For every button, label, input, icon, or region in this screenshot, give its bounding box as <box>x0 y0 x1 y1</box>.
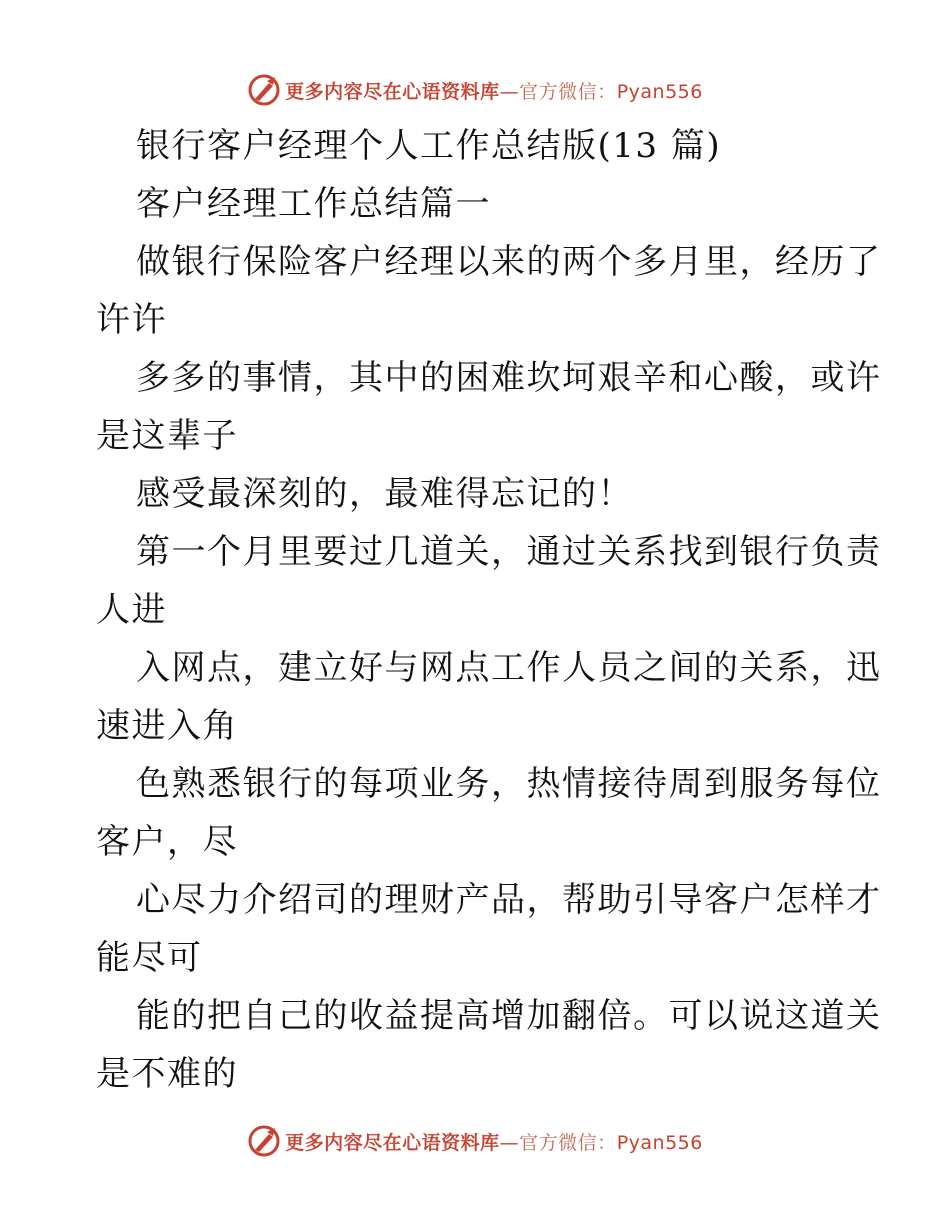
watermark-wechat-id: Pyan556 <box>616 1131 703 1154</box>
paragraph-line: 能的把自己的收益提高增加翻倍。可以说这道关 <box>136 996 882 1036</box>
paragraph-line: 能尽可 <box>96 938 203 978</box>
paragraph-line: 客户，尽 <box>96 822 238 862</box>
paragraph-line: 心尽力介绍司的理财产品，帮助引导客户怎样才 <box>136 880 882 920</box>
paragraph-line: 色熟悉银行的每项业务，热情接待周到服务每位 <box>136 764 882 804</box>
paragraph-line: 感受最深刻的，最难得忘记的！ <box>136 474 633 514</box>
watermark-dash: — <box>499 80 520 103</box>
watermark-wechat-id: Pyan556 <box>616 80 703 103</box>
watermark-wechat-label: 官方微信： <box>519 80 617 103</box>
paragraph-line: 是这辈子 <box>96 416 238 456</box>
paragraph-line: 速进入角 <box>96 706 238 746</box>
paragraph-line: 第一个月里要过几道关，通过关系找到银行负责 <box>136 532 882 572</box>
paragraph-line: 许许 <box>96 300 167 340</box>
section-heading: 客户经理工作总结篇一 <box>136 184 491 224</box>
paragraph-line: 入网点，建立好与网点工作人员之间的关系，迅 <box>136 648 882 688</box>
paragraph-line: 做银行保险客户经理以来的两个多月里，经历了 <box>136 242 882 282</box>
paragraph-line: 多多的事情，其中的困难坎坷艰辛和心酸，或许 <box>136 358 882 398</box>
header-watermark <box>0 70 950 110</box>
document-body <box>96 117 882 1103</box>
watermark-wechat-label: 官方微信： <box>519 1131 617 1154</box>
watermark-dash: — <box>499 1131 520 1154</box>
paragraph-line: 是不难的 <box>96 1054 238 1094</box>
footer-watermark <box>0 1121 950 1161</box>
document-title: 银行客户经理个人工作总结版(13 篇) <box>136 126 722 166</box>
watermark-text <box>285 77 703 104</box>
watermark-text <box>285 1128 703 1155</box>
watermark-brand: 更多内容尽在心语资料库 <box>285 80 500 103</box>
watermark-brand: 更多内容尽在心语资料库 <box>285 1131 500 1154</box>
pen-logo-icon <box>247 73 281 107</box>
paragraph-line: 人进 <box>96 590 167 630</box>
pen-logo-icon <box>247 1124 281 1158</box>
